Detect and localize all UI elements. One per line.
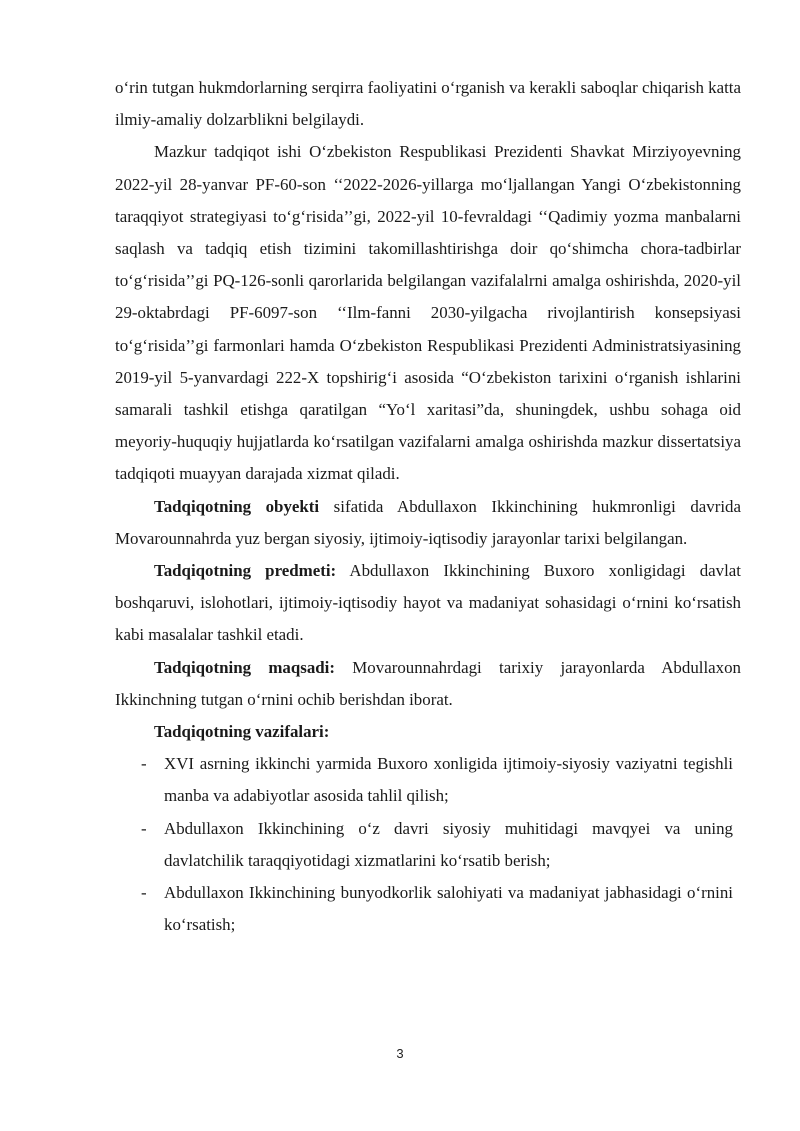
paragraph-research-object	[115, 491, 741, 555]
paragraph-text: Mazkur tadqiqot ishi O‘zbekiston Respublikasi Prezidenti Shavkat Mirziyoyevning 2022-yil 28-yanvar PF-60-son ‘‘2022-2026-yillarga mo‘ljallangan Yangi O‘zbekistonning taraqqiyot strategiyasi to‘g‘risida’’gi, 2022-yil 10-fevraldagi ‘‘Qadimiy yozma manbalarni saqlash va tadqiq etish tizimini takomillashtirishga doir qo‘shimcha chora-tadbirlar to‘g‘risida’’gi PQ-126-sonli qarorlarida belgilangan vazifalalrni amalga oshirishda, 2020-yil 29-oktabrdagi PF-6097-son ‘‘Ilm-fanni 2030-yilgacha rivojlantirish konsepsiyasi to‘g‘risida’’gi farmonlari hamda O‘zbekiston Respublikasi Prezidenti Administratsiyasining 2019-yil 5-yanvardagi 222-X topshirig‘i asosida “O‘zbekiston tarixini o‘rganish ishlarini samarali tashkil etishga qaratilgan “Yo‘l xaritasi”da, shuningdek, ushbu sohaga oid meyoriy-huquqiy hujjatlarda ko‘rsatilgan vazifalarni amalga oshirishda mazkur dissertatsiya tadqiqoti muayyan darajada xizmat qiladi.	[115, 142, 741, 484]
paragraph-intro-continuation	[115, 72, 741, 136]
list-item-text: Abdullaxon Ikkinchining bunyodkorlik salohiyati va madaniyat jabhasidagi o‘rnini ko‘rsatish;	[164, 883, 733, 935]
list-item	[115, 877, 741, 941]
list-item	[115, 813, 741, 877]
paragraph-legal-basis	[115, 136, 741, 490]
list-item-text: Abdullaxon Ikkinchining o‘z davri siyosiy muhitidagi mavqyei va uning davlatchilik taraqqiyotidagi xizmatlarini ko‘rsatib berish;	[164, 818, 733, 870]
dash-bullet: -	[141, 754, 147, 774]
list-item-text: XVI asrning ikkinchi yarmida Buxoro xonligida ijtimoiy-siyosiy vaziyatni tegishli manba va adabiyotlar asosida tahlil qilish;	[164, 754, 733, 806]
paragraph-text: Movarounnahrdagi tarixiy jarayonlarda Abdullaxon Ikkinchning tutgan o‘rnini ochib berishdan iborat.	[115, 657, 741, 709]
dash-bullet: -	[141, 818, 147, 838]
paragraph-heading: Tadqiqotning maqsadi:	[154, 657, 335, 677]
paragraph-text: o‘rin tutgan hukmdorlarning serqirra faoliyatini o‘rganish va kerakli saboqlar chiqarish katta ilmiy-amaliy dolzarblikni belgilaydi.	[115, 78, 741, 130]
paragraph-heading: Tadqiqotning obyekti	[154, 496, 320, 516]
paragraph-text: Abdullaxon Ikkinchining Buxoro xonligidagi davlat boshqaruvi, islohotlari, ijtimoiy-iqtisodiy hayot va madaniyat sohasidagi o‘rnini ko‘rsatish kabi masalalar tashkil etadi.	[115, 561, 741, 645]
dash-bullet: -	[141, 883, 147, 903]
page-number: 3	[396, 1046, 404, 1061]
document-body	[115, 72, 741, 941]
tasks-list	[115, 748, 741, 941]
paragraph-text: sifatida Abdullaxon Ikkinchining hukmronligi davrida Movarounnahrda yuz bergan siyosiy, ijtimoiy-iqtisodiy jarayonlar tarixi belgilangan.	[115, 496, 741, 548]
paragraph-research-subject	[115, 555, 741, 652]
paragraph-heading: Tadqiqotning vazifalari:	[154, 722, 330, 742]
paragraph-heading: Tadqiqotning predmeti:	[154, 561, 337, 581]
list-item	[115, 748, 741, 812]
paragraph-research-tasks	[115, 716, 741, 748]
paragraph-research-goal	[115, 652, 741, 716]
